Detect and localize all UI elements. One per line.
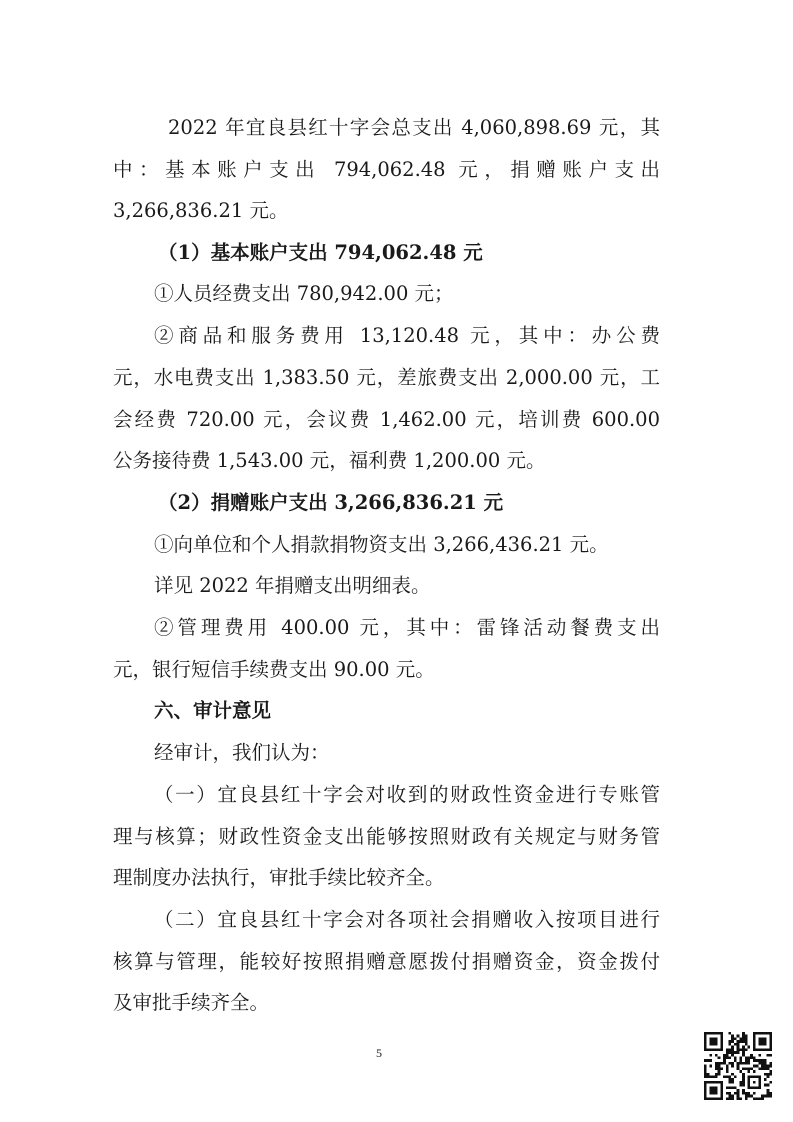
item-management-fee-line2: 元，银行短信手续费支出 90.00 元。 [113, 658, 435, 681]
opinion-1-line1: （一）宜良县红十字会对收到的财政性资金进行专账管 [154, 783, 660, 806]
item-goods-services-line2: 元，水电费支出 1,383.50 元，差旅费支出 2,000.00 元，工 [113, 366, 660, 389]
para-total-line2: 中：基本账户支出 794,062.48 元，捐赠账户支出 [113, 158, 660, 181]
opinion-2-line1: （二）宜良县红十字会对各项社会捐赠收入按项目进行 [154, 908, 660, 931]
audit-intro: 经审计，我们认为： [154, 741, 330, 764]
opinion-1-line3: 理制度办法执行，审批手续比较齐全。 [113, 866, 445, 889]
item-goods-services-line3: 会经费 720.00 元，会议费 1,462.00 元，培训费 600.00 [113, 408, 660, 431]
item-goods-services-line1: ②商品和服务费用 13,120.48 元，其中：办公费 [154, 324, 660, 347]
opinion-2-line3: 及审批手续齐全。 [113, 991, 270, 1014]
item-personnel-expense: ①人员经费支出 780,942.00 元； [154, 282, 454, 305]
section-donation-account-heading: （2）捐赠账户支出 3,266,836.21 元 [158, 491, 504, 514]
item-donation-expense: ①向单位和个人捐款捐物资支出 3,266,436.21 元。 [154, 533, 609, 556]
qr-code-icon [704, 1032, 772, 1100]
item-management-fee-line1: ②管理费用 400.00 元，其中：雷锋活动餐费支出 [154, 616, 660, 639]
opinion-2-line2: 核算与管理，能较好按照捐赠意愿拨付捐赠资金，资金拨付 [113, 950, 660, 973]
section-basic-account-heading: （1）基本账户支出 794,062.48 元 [158, 241, 483, 264]
item-goods-services-line4: 公务接待费 1,543.00 元，福利费 1,200.00 元。 [113, 449, 546, 472]
page-number: 5 [376, 1046, 382, 1060]
item-donation-note: 详见 2022 年捐赠支出明细表。 [154, 574, 431, 597]
section-audit-opinion-heading: 六、审计意见 [154, 699, 272, 722]
para-total-line1: 2022 年宜良县红十字会总支出 4,060,898.69 元，其 [168, 116, 660, 139]
para-total-line3: 3,266,836.21 元。 [113, 199, 289, 222]
opinion-1-line2: 理与核算；财政性资金支出能够按照财政有关规定与财务管 [113, 825, 660, 848]
